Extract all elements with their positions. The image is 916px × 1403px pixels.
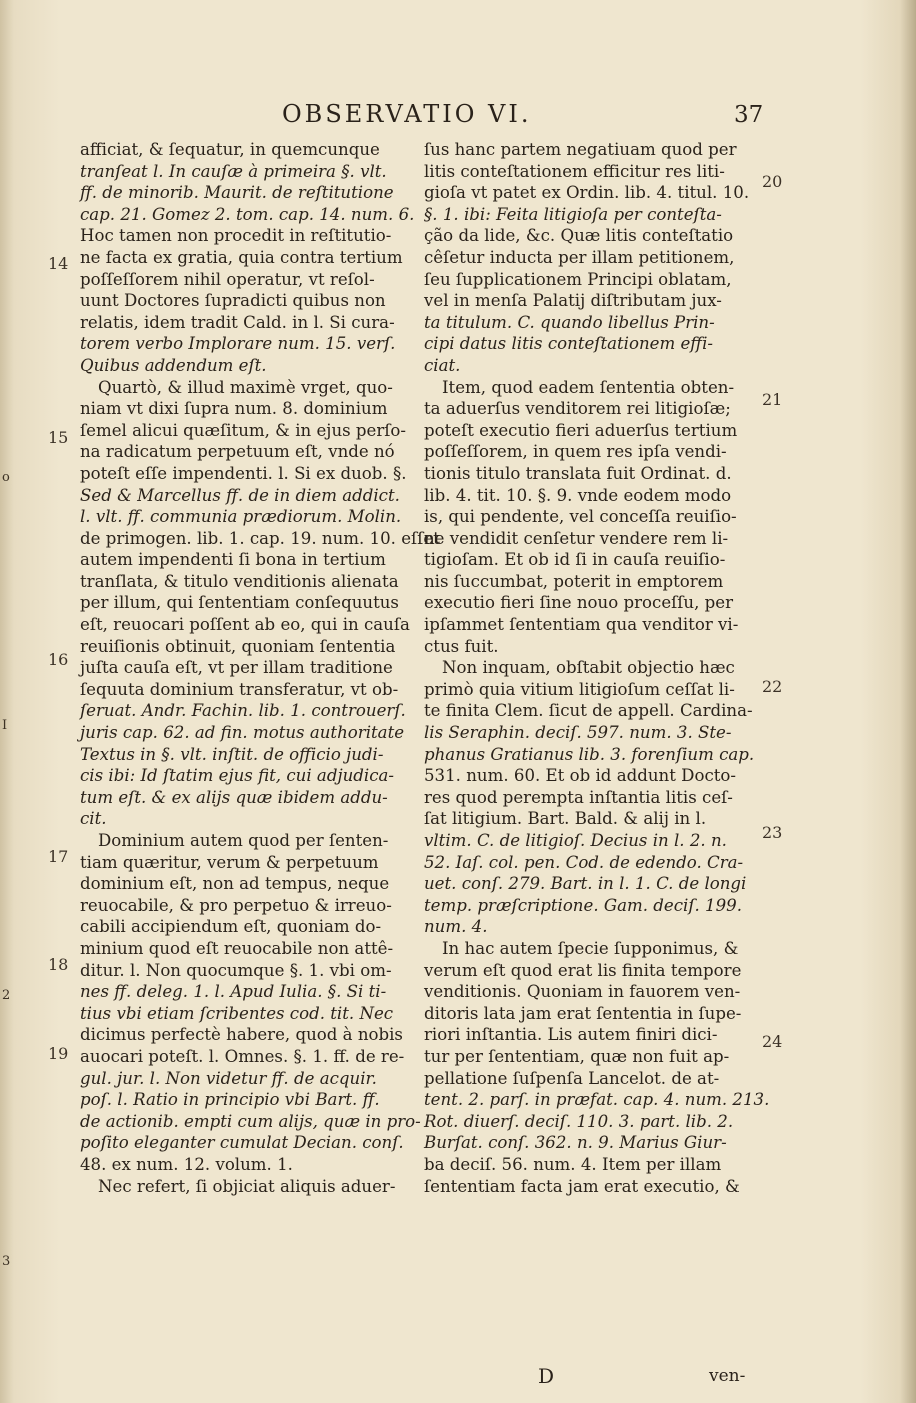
left-column-line: ff. de minorib. Maurit. de reſtitutione — [80, 183, 394, 203]
left-column-line: poſito eleganter cumulat Decian. conſ. — [80, 1133, 404, 1153]
left-column-line: torem verbo Implorare num. 15. verſ. — [80, 334, 396, 354]
right-column-line: ção da lide, &c. Quæ litis conteſtatio — [424, 226, 734, 246]
right-column-line: tur per ſententiam, quæ non fuit ap- — [424, 1046, 730, 1066]
edge-mark: o — [2, 470, 10, 485]
right-column-line: poſſeſſorem, in quem res ipſa vendi- — [424, 442, 727, 462]
right-column-line: res quod perempta inſtantia litis ceſ- — [424, 787, 733, 807]
right-column-line: lib. 4. tit. 10. §. 9. vnde eodem modo — [424, 485, 732, 505]
left-column-line: tranſlata, & titulo venditionis alienata — [80, 571, 399, 591]
left-column-line: gul. jur. l. Non videtur ff. de acquir. — [80, 1068, 377, 1088]
left-column-line: de primogen. lib. 1. cap. 19. num. 10. eſſet — [80, 528, 440, 548]
right-text-column — [424, 139, 770, 1197]
left-column-line: Sed & Marcellus ff. de in diem addict. — [80, 485, 400, 505]
left-column-line: minium quod eſt reuocabile non attê- — [80, 938, 394, 958]
left-column-line: l. vlt. ff. communia prædiorum. Molin. — [80, 507, 402, 527]
right-column-line: ne vendidit cenſetur vendere rem li- — [424, 528, 729, 548]
right-column-line: nis ſuccumbat, poterit in emptorem — [424, 571, 724, 591]
margin-number-21: 21 — [762, 390, 783, 409]
signature-mark: D — [538, 1364, 555, 1388]
edge-mark: I — [2, 718, 8, 733]
left-column-line: afficiat, & ſequatur, in quemcunque — [80, 140, 380, 159]
right-column-line: riori inſtantia. Lis autem finiri dici- — [424, 1025, 718, 1045]
left-column-line: poſ. l. Ratio in principio vbi Bart. ff. — [80, 1090, 380, 1110]
right-column-line: lis Seraphin. deciſ. 597. num. 3. Ste- — [424, 723, 732, 743]
right-column-line: verum eſt quod erat lis finita tempore — [424, 960, 742, 980]
left-column-line: reuiſionis obtinuit, quoniam ſententia — [80, 636, 396, 656]
right-column-line: ditoris lata jam erat ſententia in ſupe- — [424, 1003, 742, 1023]
page-number: 37 — [734, 102, 764, 128]
right-column-line: ſententiam facta jam erat executio, & — [424, 1176, 740, 1196]
left-column-line: 48. ex num. 12. volum. 1. — [80, 1154, 293, 1174]
right-column-line: phanus Gratianus lib. 3. forenſium cap. — [424, 744, 755, 764]
page-header — [282, 100, 782, 134]
left-column-line: ſequuta dominium transferatur, vt ob- — [80, 679, 399, 699]
right-column-line: cêſetur inducta per illam petitionem, — [424, 247, 735, 267]
left-column-line: tius vbi etiam ſcribentes cod. tit. Nec — [80, 1003, 394, 1023]
left-column-line: auocari poteſt. l. Omnes. §. 1. ff. de re- — [80, 1046, 405, 1066]
margin-number-24: 24 — [762, 1032, 783, 1051]
left-column-line: ditur. l. Non quocumque §. 1. vbi om- — [80, 960, 392, 980]
margin-number-22: 22 — [762, 677, 783, 696]
right-column-line: uet. conſ. 279. Bart. in l. 1. C. de longi — [424, 874, 747, 894]
left-column-line: Nec refert, ſi objiciat aliquis aduer- — [98, 1176, 396, 1196]
left-column-line: dicimus perfectè habere, quod à nobis — [80, 1025, 403, 1045]
left-column-line: ſeruat. Andr. Fachin. lib. 1. controuerſ. — [80, 701, 406, 721]
left-column-line: tiam quæritur, verum & perpetuum — [80, 852, 379, 872]
left-column-line: juris cap. 62. ad fin. motus authoritate — [80, 723, 405, 743]
right-column-line: Non inquam, obſtabit objectio hæc — [442, 658, 735, 678]
right-column-line: ipſammet ſententiam qua venditor vi- — [424, 615, 739, 635]
margin-number-19: 19 — [48, 1044, 69, 1063]
right-column-line: Burſat. conſ. 362. n. 9. Marius Giur- — [424, 1133, 727, 1153]
running-title: OBSERVATIO VI. — [282, 100, 532, 128]
left-column-line: cit. — [80, 809, 107, 829]
right-column-line: gioſa vt patet ex Ordin. lib. 4. titul. 10. — [424, 183, 750, 203]
left-column-line: cabili accipiendum eſt, quoniam do- — [80, 917, 382, 937]
left-column-line: tranſeat l. In cauſæ à primeira §. vlt. — [80, 161, 387, 181]
left-column-line: Quibus addendum eſt. — [80, 355, 267, 375]
right-column-line: ciat. — [424, 355, 461, 375]
right-column-line: tent. 2. parſ. in præfat. cap. 4. num. 213. — [424, 1090, 770, 1110]
right-column-line: executio fieri ſine nouo proceſſu, per — [424, 593, 734, 613]
right-column-line: te finita Clem. ſicut de appell. Cardina- — [424, 701, 753, 721]
left-column-line: de actionib. empti cum alijs, quæ in pro- — [80, 1111, 421, 1131]
right-column-line: vel in menſa Palatij diſtributam jux- — [424, 291, 722, 311]
left-column-line: Textus in §. vlt. inſtit. de officio judi- — [80, 744, 384, 764]
left-column-line: na radicatum perpetuum eſt, vnde nó — [80, 442, 395, 462]
right-column-line: tigioſam. Et ob id ſi in cauſa reuiſio- — [424, 550, 726, 570]
left-column-line: uunt Doctores ſupradicti quibus non — [80, 291, 386, 311]
right-column-line: 52. Iaſ. col. pen. Cod. de edendo. Cra- — [424, 852, 744, 872]
right-column-line: Item, quod eadem ſententia obten- — [442, 377, 735, 397]
left-column-line: ne facta ex gratia, quia contra tertium — [80, 247, 403, 267]
left-column-line: nes ff. deleg. 1. l. Apud Iulia. §. Si ti- — [80, 982, 387, 1002]
left-column-line: autem impendenti ſi bona in tertium — [80, 550, 386, 570]
left-column-line: Quartò, & illud maximè vrget, quo- — [98, 377, 393, 397]
left-column-line: ſemel alicui quæſitum, & in ejus perſo- — [80, 420, 407, 440]
left-column-line: Hoc tamen non procedit in reſtitutio- — [80, 226, 392, 246]
margin-number-17: 17 — [48, 847, 69, 866]
left-column-line: per illum, qui ſententiam conſequutus — [80, 593, 399, 613]
right-column-line: ſeu ſupplicationem Principi oblatam, — [424, 269, 732, 289]
left-column-line: cap. 21. Gomez 2. tom. cap. 14. num. 6. — [80, 204, 415, 224]
margin-number-15: 15 — [48, 428, 69, 447]
right-column-line: venditionis. Quoniam in fauorem ven- — [424, 982, 741, 1002]
left-column-line: Dominium autem quod per ſenten- — [98, 831, 389, 850]
margin-number-14: 14 — [48, 254, 69, 273]
right-column-line: vltim. C. de litigioſ. Decius in l. 2. n. — [424, 831, 727, 850]
right-column-line: num. 4. — [424, 917, 488, 937]
edge-mark: 3 — [2, 1254, 11, 1269]
margin-number-16: 16 — [48, 650, 69, 669]
right-column-line: pellatione ſuſpenſa Lancelot. de at- — [424, 1068, 720, 1088]
left-column-line: dominium eſt, non ad tempus, neque — [80, 874, 390, 894]
left-column-line: poteſt eſſe impendenti. l. Si ex duob. §. — [80, 463, 407, 483]
left-column-line: tum eſt. & ex alijs quæ ibidem addu- — [80, 787, 388, 807]
left-column-line: eſt, reuocari poſſent ab eo, qui in cauſa — [80, 615, 410, 635]
left-column-line: juſta cauſa eſt, vt per illam traditione — [80, 658, 393, 678]
right-column-line: poteſt executio fieri aduerſus tertium — [424, 420, 738, 440]
left-column-line: niam vt dixi ſupra num. 8. dominium — [80, 399, 388, 419]
right-column-line: litis conteſtationem efficitur res liti- — [424, 161, 725, 181]
right-column-line: ta aduerſus venditorem rei litigioſæ; — [424, 399, 731, 419]
right-column-line: ſus hanc partem negatiuam quod per — [424, 140, 737, 159]
edge-mark: 2 — [2, 988, 11, 1003]
left-column-line: relatis, idem tradit Cald. in l. Si cura- — [80, 312, 395, 332]
right-column-line: primò quia vitium litigioſum ceſſat li- — [424, 679, 735, 699]
right-column-line: Rot. diuerſ. deciſ. 110. 3. part. lib. 2. — [424, 1111, 734, 1131]
right-column-line: §. 1. ibi: Feita litigioſa per conteſta- — [424, 204, 722, 224]
catchword: ven- — [709, 1366, 746, 1386]
left-column-line: poſſeſſorem nihil operatur, vt reſol- — [80, 269, 375, 289]
right-column-line: ctus fuit. — [424, 636, 499, 656]
left-column-line: reuocabile, & pro perpetuo & irreuo- — [80, 895, 392, 915]
right-column-line: ſat litigium. Bart. Bald. & alij in l. — [424, 809, 707, 829]
right-column-line: In hac autem ſpecie ſupponimus, & — [442, 938, 739, 958]
right-column-line: 531. num. 60. Et ob id addunt Docto- — [424, 766, 736, 786]
right-column-line: tionis titulo translata fuit Ordinat. d. — [424, 463, 732, 483]
right-column-line: temp. præſcriptione. Gam. deciſ. 199. — [424, 895, 742, 915]
right-column-line: ta titulum. C. quando libellus Prin- — [424, 312, 715, 332]
left-text-column — [80, 139, 440, 1197]
margin-number-23: 23 — [762, 823, 783, 842]
margin-number-20: 20 — [762, 172, 783, 191]
margin-number-18: 18 — [48, 955, 69, 974]
right-column-line: ba deciſ. 56. num. 4. Item per illam — [424, 1154, 722, 1174]
right-column-line: is, qui pendente, vel conceſſa reuiſio- — [424, 507, 737, 527]
right-column-line: cipi datus litis conteſtationem effi- — [424, 334, 713, 354]
left-column-line: cis ibi: Id ſtatim ejus fit, cui adjudica- — [80, 766, 394, 786]
